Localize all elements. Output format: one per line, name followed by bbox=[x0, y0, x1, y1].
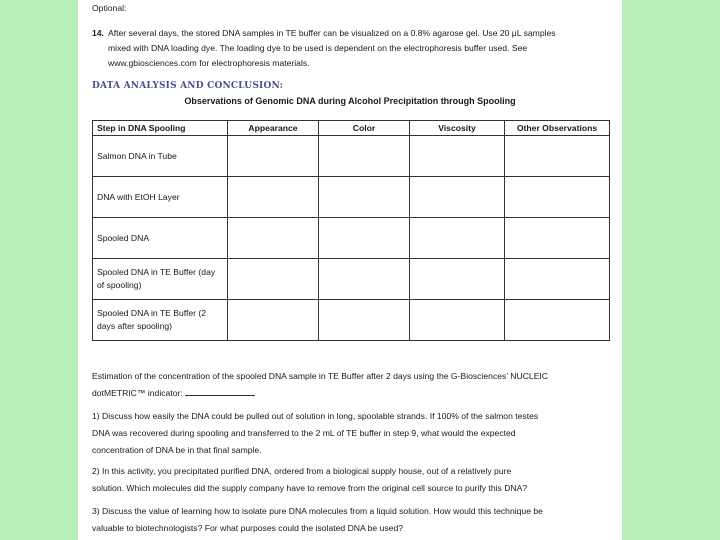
question-2-line-2: solution. Which molecules did the supply company have to remove from the original cell source to purify this DNA? bbox=[92, 483, 528, 493]
question-3-line-1: 3) Discuss the value of learning how to isolate pure DNA molecules from a liquid solution. How would this technique be bbox=[92, 506, 543, 516]
question-3-line-2: valuable to biotechnologists? For what purposes could the isolated DNA be used? bbox=[92, 523, 404, 533]
row-label: DNA with EtOH Layer bbox=[93, 177, 228, 218]
header-other-observations: Other Observations bbox=[505, 121, 610, 136]
row-label: Salmon DNA in Tube bbox=[93, 136, 228, 177]
section-heading: DATA ANALYSIS AND CONCLUSION: bbox=[92, 81, 284, 91]
viscosity-cell[interactable] bbox=[410, 177, 505, 218]
table-header-row bbox=[93, 121, 610, 136]
other-observations-cell[interactable] bbox=[505, 300, 610, 341]
table-row bbox=[93, 177, 610, 218]
other-observations-cell[interactable] bbox=[505, 136, 610, 177]
viscosity-cell[interactable] bbox=[410, 136, 505, 177]
document-page bbox=[78, 0, 622, 540]
table-row bbox=[93, 136, 610, 177]
observations-table bbox=[92, 120, 610, 341]
other-observations-cell[interactable] bbox=[505, 177, 610, 218]
table-title: Observations of Genomic DNA during Alcohol Precipitation through Spooling bbox=[184, 96, 516, 106]
step-14-line-1: After several days, the stored DNA samples in TE buffer can be visualized on a 0.8% agarose gel. Use 20 μL samples bbox=[108, 28, 556, 38]
step-14-number: 14. bbox=[92, 28, 104, 38]
appearance-cell[interactable] bbox=[228, 218, 319, 259]
color-cell[interactable] bbox=[319, 136, 410, 177]
step-14-line-3: www.gbiosciences.com for electrophoresis materials. bbox=[108, 58, 310, 68]
color-cell[interactable] bbox=[319, 218, 410, 259]
appearance-cell[interactable] bbox=[228, 259, 319, 300]
viscosity-cell[interactable] bbox=[410, 218, 505, 259]
question-1 bbox=[92, 408, 612, 459]
question-1-line-2: DNA was recovered during spooling and transferred to the 2 mL of TE buffer in step 9, what would the expected bbox=[92, 428, 516, 438]
optional-label: Optional: bbox=[92, 3, 127, 13]
appearance-cell[interactable] bbox=[228, 300, 319, 341]
viscosity-cell[interactable] bbox=[410, 259, 505, 300]
row-label: Spooled DNA bbox=[93, 218, 228, 259]
estimation-line-2: dotMETRIC™ indicator: bbox=[92, 388, 183, 398]
table-row bbox=[93, 218, 610, 259]
other-observations-cell[interactable] bbox=[505, 259, 610, 300]
viscosity-cell[interactable] bbox=[410, 300, 505, 341]
header-step: Step in DNA Spooling bbox=[93, 121, 228, 136]
appearance-cell[interactable] bbox=[228, 136, 319, 177]
color-cell[interactable] bbox=[319, 300, 410, 341]
row-label: Spooled DNA in TE Buffer (2 days after spooling) bbox=[93, 300, 228, 341]
other-observations-cell[interactable] bbox=[505, 218, 610, 259]
header-appearance: Appearance bbox=[228, 121, 319, 136]
question-1-line-3: concentration of DNA be in that final sample. bbox=[92, 445, 262, 455]
color-cell[interactable] bbox=[319, 177, 410, 218]
appearance-cell[interactable] bbox=[228, 177, 319, 218]
table-row bbox=[93, 300, 610, 341]
estimation-answer-blank[interactable] bbox=[185, 386, 255, 396]
header-color: Color bbox=[319, 121, 410, 136]
question-2 bbox=[92, 463, 612, 497]
question-1-line-1: 1) Discuss how easily the DNA could be pulled out of solution in long, spoolable strands. If 100% of the salmon testes bbox=[92, 411, 539, 421]
color-cell[interactable] bbox=[319, 259, 410, 300]
table-row bbox=[93, 259, 610, 300]
estimation-section bbox=[92, 368, 612, 402]
question-2-line-1: 2) In this activity, you precipitated purified DNA, ordered from a biological supply house, out of a relatively pure bbox=[92, 466, 512, 476]
step-14-line-2: mixed with DNA loading dye. The loading dye to be used is dependent on the electrophoresis buffer used. See bbox=[108, 43, 528, 53]
estimation-line-2-wrap bbox=[92, 385, 612, 402]
row-label: Spooled DNA in TE Buffer (day of spooling) bbox=[93, 259, 228, 300]
estimation-line-1: Estimation of the concentration of the spooled DNA sample in TE Buffer after 2 days using the G-Biosciences’ NUCLEIC bbox=[92, 371, 549, 381]
header-viscosity: Viscosity bbox=[410, 121, 505, 136]
question-3 bbox=[92, 503, 612, 537]
